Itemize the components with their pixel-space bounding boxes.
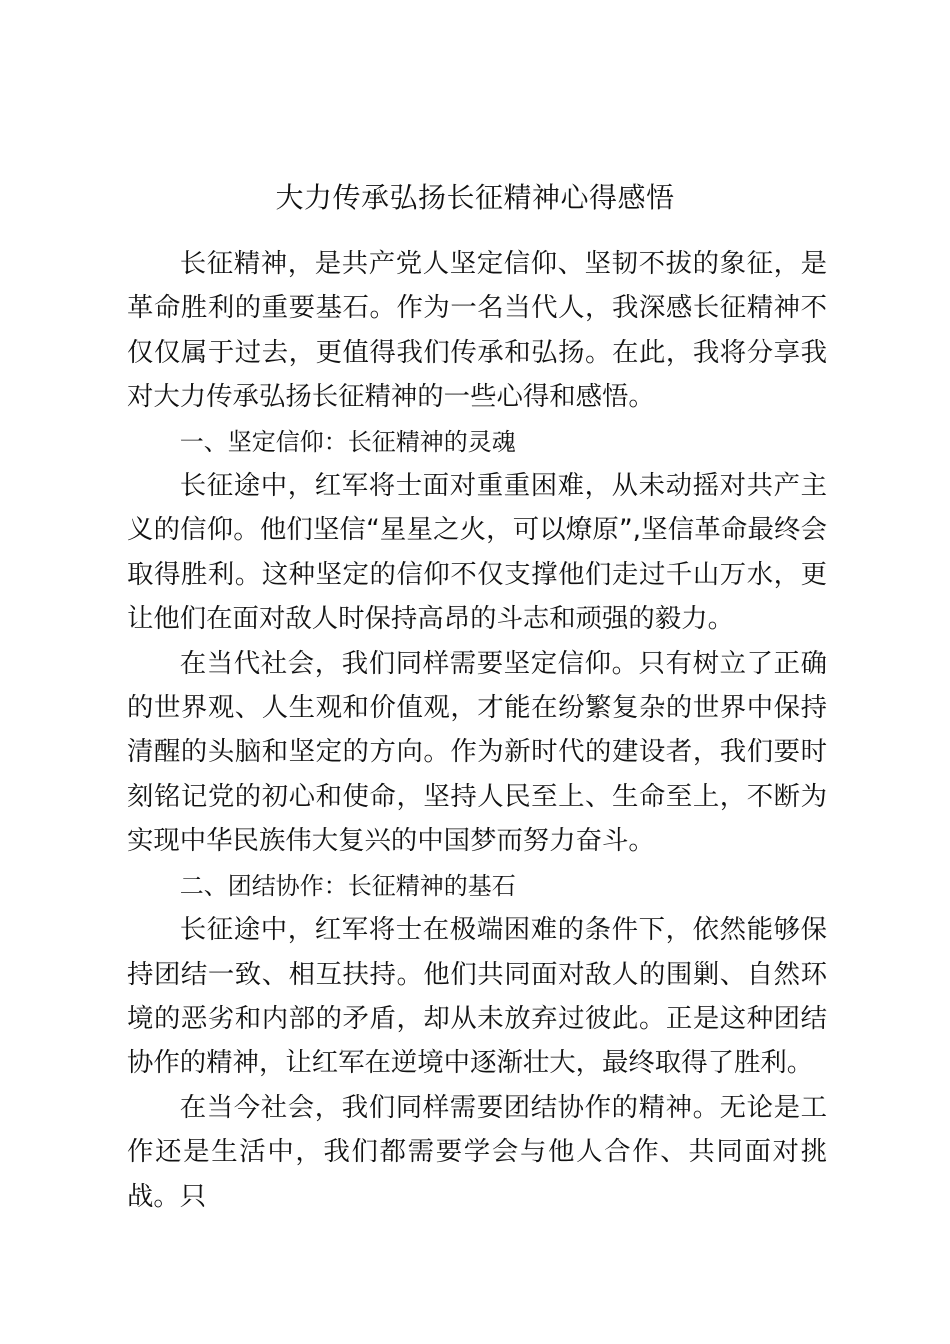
paragraph-intro: 长征精神，是共产党人坚定信仰、坚韧不拔的象征，是革命胜利的重要基石。作为一名当代人，我深感长征精神不仅仅属于过去，更值得我们传承和弘扬。在此，我将分享我对大力传承弘扬长征精神的一些心得和感悟。 bbox=[127, 248, 827, 413]
paragraph-2: 在当代社会，我们同样需要坚定信仰。只有树立了正确的世界观、人生观和价值观，才能在纷繁复杂的世界中保持清醒的头脑和坚定的方向。作为新时代的建设者，我们要时刻铭记党的初心和使命，坚持人民至上、生命至上，不断为实现中华民族伟大复兴的中国梦而努力奋斗。 bbox=[127, 647, 827, 857]
paragraph-4: 在当今社会，我们同样需要团结协作的精神。无论是工作还是生活中，我们都需要学会与他人合作、共同面对挑战。只 bbox=[127, 1091, 827, 1212]
section-heading-1: 一、坚定信仰：长征精神的灵魂 bbox=[179, 427, 516, 456]
paragraph-3: 长征途中，红军将士在极端困难的条件下，依然能够保持团结一致、相互扶持。他们共同面对敌人的围剿、自然环境的恶劣和内部的矛盾，却从未放弃过彼此。正是这种团结协作的精神，让红军在逆境中逐渐壮大，最终取得了胜利。 bbox=[127, 914, 827, 1079]
paragraph-1: 长征途中，红军将士面对重重困难，从未动摇对共产主义的信仰。他们坚信“星星之火，可以燎原”,坚信革命最终会取得胜利。这种坚定的信仰不仅支撑他们走过千山万水，更让他们在面对敌人时保持高昂的斗志和顽强的毅力。 bbox=[127, 470, 827, 635]
document-title: 大力传承弘扬长征精神心得感悟 bbox=[275, 181, 675, 214]
section-heading-2: 二、团结协作：长征精神的基石 bbox=[179, 871, 516, 900]
document-body bbox=[127, 242, 827, 1219]
